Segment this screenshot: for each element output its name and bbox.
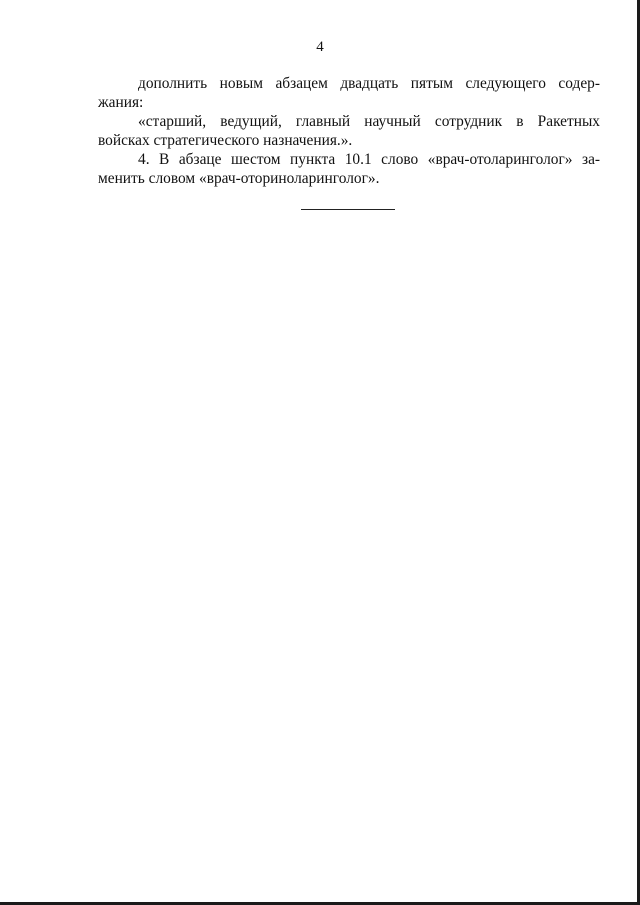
- paragraph-2-line-1-text: «старший, ведущий, главный научный сотрудник в Ракетных: [138, 113, 600, 130]
- end-separator-line: [301, 209, 395, 210]
- paragraph-3-line-1-text: 4. В абзаце шестом пункта 10.1 слово «врач-отоларинголог» за-: [138, 151, 601, 168]
- paragraph-2-line-2-text: войсках стратегического назначения.».: [98, 132, 353, 149]
- paragraph-3-line-2-text: менить словом «врач-оториноларинголог».: [98, 170, 380, 187]
- paragraph-1-line-1: [98, 74, 600, 93]
- body-text: [98, 74, 600, 188]
- paragraph-3-line-1: [98, 150, 600, 169]
- paragraph-1-line-2: [98, 93, 600, 112]
- page-number: 4: [316, 39, 324, 55]
- paragraph-2-line-1: [98, 112, 600, 131]
- paragraph-2-line-2: [98, 131, 600, 150]
- paragraph-3-line-2: [98, 169, 600, 188]
- paragraph-1-line-1-text: дополнить новым абзацем двадцать пятым следующего содер-: [138, 75, 600, 92]
- paragraph-1-line-2-text: жания:: [98, 94, 144, 111]
